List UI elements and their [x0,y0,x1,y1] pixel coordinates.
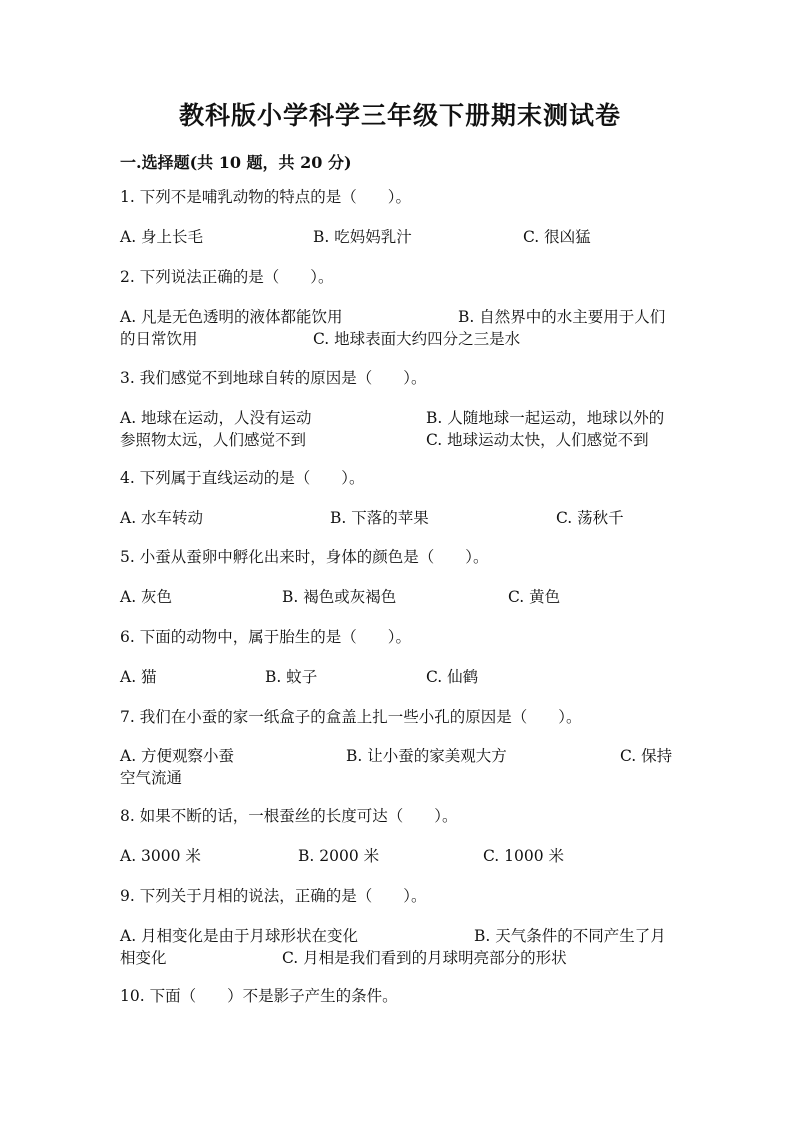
question-3: 3. 我们感觉不到地球自转的原因是（ ）。 [120,369,427,387]
q7-option-c-cont: 空气流通 [120,769,183,787]
q5-option-c: C. 黄色 [508,588,561,606]
section-heading: 一.选择题(共 10 题，共 20 分) [120,153,352,172]
question-2: 2. 下列说法正确的是（ ）。 [120,268,334,286]
question-8: 8. 如果不断的话，一根蚕丝的长度可达（ ）。 [120,807,458,825]
question-7: 7. 我们在小蚕的家一纸盒子的盒盖上扎一些小孔的原因是（ ）。 [120,708,582,726]
page-title: 教科版小学科学三年级下册期末测试卷 [178,101,621,130]
q8-option-c: C. 1000 米 [483,847,565,865]
q7-option-c: C. 保持 [620,747,673,765]
question-5: 5. 小蚕从蚕卵中孵化出来时，身体的颜色是（ ）。 [120,548,489,566]
q2-option-b: B. 自然界中的水主要用于人们 [458,308,666,326]
q5-option-b: B. 褐色或灰褐色 [282,588,397,606]
q9-option-c: C. 月相是我们看到的月球明亮部分的形状 [282,949,567,967]
q6-option-a: A. 猫 [120,668,157,686]
question-4: 4. 下列属于直线运动的是（ ）。 [120,469,365,487]
q1-option-b: B. 吃妈妈乳汁 [313,228,412,246]
q8-option-b: B. 2000 米 [298,847,380,865]
q3-option-a: A. 地球在运动，人没有运动 [120,409,312,427]
q6-option-c: C. 仙鹤 [426,668,479,686]
q8-option-a: A. 3000 米 [120,847,201,865]
question-6: 6. 下面的动物中，属于胎生的是（ ）。 [120,628,411,646]
q2-option-a: A. 凡是无色透明的液体都能饮用 [120,308,343,326]
q3-option-b: B. 人随地球一起运动，地球以外的 [426,409,665,427]
q1-option-a: A. 身上长毛 [120,228,204,246]
q9-option-b-cont: 相变化 [120,949,167,967]
question-1: 1. 下列不是哺乳动物的特点的是（ ）。 [120,188,411,206]
q6-option-b: B. 蚊子 [265,668,318,686]
q7-option-b: B. 让小蚕的家美观大方 [346,747,507,765]
q1-option-c: C. 很凶猛 [523,228,591,246]
q5-option-a: A. 灰色 [120,588,173,606]
q2-option-c: C. 地球表面大约四分之三是水 [313,330,521,348]
q4-option-a: A. 水车转动 [120,509,204,527]
q9-option-b: B. 天气条件的不同产生了月 [474,927,666,945]
q4-option-c: C. 荡秋千 [556,509,624,527]
q3-option-b-cont: 参照物太远，人们感觉不到 [120,431,307,449]
q4-option-b: B. 下落的苹果 [330,509,429,527]
q9-option-a: A. 月相变化是由于月球形状在变化 [120,927,359,945]
q2-option-b-cont: 的日常饮用 [120,330,198,348]
question-10: 10. 下面（ ）不是影子产生的条件。 [120,987,398,1005]
q7-option-a: A. 方便观察小蚕 [120,747,235,765]
q3-option-c: C. 地球运动太快，人们感觉不到 [426,431,649,449]
question-9: 9. 下列关于月相的说法，正确的是（ ）。 [120,887,427,905]
